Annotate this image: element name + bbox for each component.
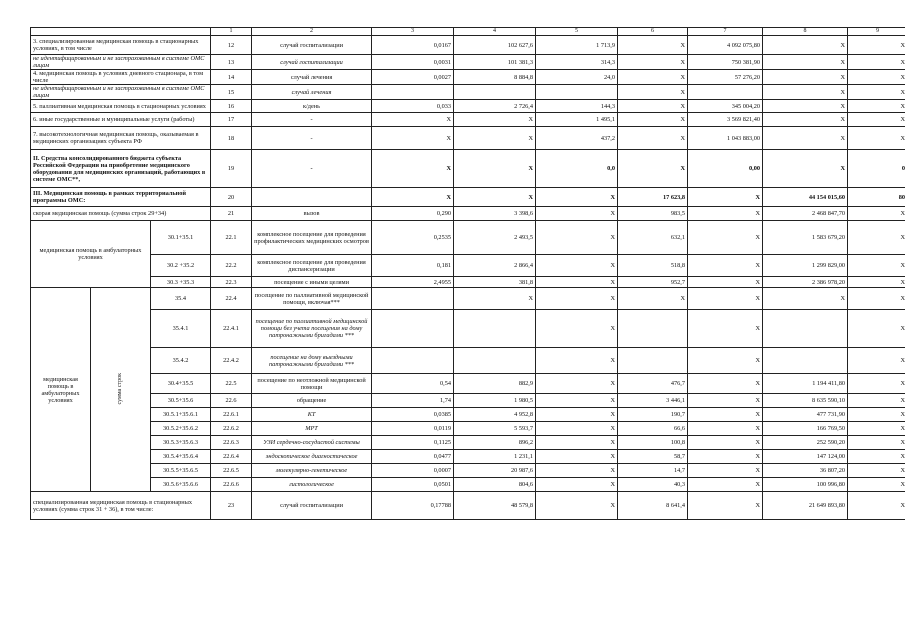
value-cell: X <box>536 374 618 394</box>
sum-rows-cell: 30.5.3+35.6.3 <box>151 436 211 450</box>
unit-cell: комплексное посещение для проведения диспансеризации <box>252 255 372 277</box>
table-row <box>31 255 905 277</box>
value-cell: 0,033 <box>372 100 454 113</box>
value-cell: X <box>848 436 905 450</box>
sum-rows-cell: 30.5.1+35.6.1 <box>151 408 211 422</box>
value-cell: 44 154 015,60 <box>763 188 848 207</box>
value-cell: X <box>688 408 763 422</box>
table-row <box>31 85 905 100</box>
row-number-cell: 14 <box>211 70 252 85</box>
table-row <box>31 150 905 188</box>
value-cell: 40,3 <box>618 478 688 492</box>
value-cell: X <box>763 36 848 55</box>
unit-cell: случай госпитализации <box>252 36 372 55</box>
value-cell: X <box>688 464 763 478</box>
value-cell: X <box>454 188 536 207</box>
value-cell: X <box>618 113 688 127</box>
value-cell <box>618 310 688 348</box>
table-row <box>31 394 905 408</box>
row-number-cell: 22.1 <box>211 221 252 255</box>
value-cell: 0,2535 <box>372 221 454 255</box>
value-cell: 8 635 590,10 <box>763 394 848 408</box>
value-cell: 14,7 <box>618 464 688 478</box>
value-cell: 36 807,20 <box>763 464 848 478</box>
value-cell: X <box>536 255 618 277</box>
table-row <box>31 113 905 127</box>
unit-cell: случай госпитализации <box>252 492 372 520</box>
value-cell: 1 299 829,00 <box>763 255 848 277</box>
column-number-5: 5 <box>536 28 618 36</box>
row-number-cell: 22.6.4 <box>211 450 252 464</box>
value-cell: X <box>618 70 688 85</box>
value-cell: X <box>848 36 905 55</box>
row-name-cell: 3. специализированная медицинская помощь в стационарных условиях, в том числе <box>31 36 211 55</box>
value-cell: 437,2 <box>536 127 618 150</box>
value-cell: X <box>848 100 905 113</box>
value-cell: 0,17788 <box>372 492 454 520</box>
sum-rows-cell: 30.5.4+35.6.4 <box>151 450 211 464</box>
financing-table <box>30 27 905 520</box>
value-cell <box>763 310 848 348</box>
vertical-label-cell <box>91 288 151 492</box>
value-cell: 1 713,9 <box>536 36 618 55</box>
value-cell: 882,9 <box>454 374 536 394</box>
column-number-6: 6 <box>618 28 688 36</box>
row-number-cell: 22.4 <box>211 288 252 310</box>
table-row <box>31 207 905 221</box>
row-number-cell: 21 <box>211 207 252 221</box>
value-cell: 147 124,00 <box>763 450 848 464</box>
value-cell: 0,0385 <box>372 408 454 422</box>
value-cell: 345 004,20 <box>688 100 763 113</box>
column-number-4: 4 <box>454 28 536 36</box>
value-cell: X <box>688 348 763 374</box>
value-cell: 952,7 <box>618 277 688 288</box>
value-cell: X <box>848 422 905 436</box>
value-cell: X <box>618 85 688 100</box>
row-name-cell: не идентифицированным и не застрахованным в системе ОМС лицам <box>31 85 211 100</box>
row-number-cell: 20 <box>211 188 252 207</box>
value-cell: 17 623,8 <box>618 188 688 207</box>
value-cell: 24,0 <box>536 70 618 85</box>
unit-cell: УЗИ сердечно-сосудистой системы <box>252 436 372 450</box>
column-number-3: 3 <box>372 28 454 36</box>
unit-cell: посещение по неотложной медицинской помощи <box>252 374 372 394</box>
value-cell <box>454 85 536 100</box>
value-cell: 0,181 <box>372 255 454 277</box>
value-cell: 476,7 <box>618 374 688 394</box>
value-cell: X <box>688 422 763 436</box>
row-number-cell: 22.5 <box>211 374 252 394</box>
value-cell: X <box>688 450 763 464</box>
value-cell: 314,3 <box>536 55 618 70</box>
value-cell: 252 590,20 <box>763 436 848 450</box>
value-cell: 983,5 <box>618 207 688 221</box>
value-cell: X <box>536 394 618 408</box>
value-cell <box>372 348 454 374</box>
value-cell: 1 231,1 <box>454 450 536 464</box>
row-number-cell: 19 <box>211 150 252 188</box>
value-cell: 0,0031 <box>372 55 454 70</box>
value-cell: 0,0027 <box>372 70 454 85</box>
table-row <box>31 70 905 85</box>
value-cell: X <box>536 221 618 255</box>
table-row <box>31 422 905 436</box>
value-cell: 1 043 883,00 <box>688 127 763 150</box>
sum-rows-cell: 30.4+35.5 <box>151 374 211 394</box>
value-cell: 518,8 <box>618 255 688 277</box>
value-cell: 3 398,6 <box>454 207 536 221</box>
value-cell: X <box>454 150 536 188</box>
value-cell: X <box>688 394 763 408</box>
value-cell: X <box>536 310 618 348</box>
value-cell: 102 627,6 <box>454 36 536 55</box>
value-cell: X <box>536 288 618 310</box>
value-cell: 48 579,8 <box>454 492 536 520</box>
value-cell: 632,1 <box>618 221 688 255</box>
value-cell: X <box>618 288 688 310</box>
column-number-row <box>31 28 905 36</box>
unit-cell: - <box>252 127 372 150</box>
table-row <box>31 436 905 450</box>
value-cell <box>536 85 618 100</box>
value-cell: 100 996,80 <box>763 478 848 492</box>
unit-cell: посещение на дому выездными патронажными бригадами *** <box>252 348 372 374</box>
value-cell: X <box>454 113 536 127</box>
value-cell <box>372 288 454 310</box>
value-cell: 804,6 <box>454 478 536 492</box>
table-row <box>31 288 905 310</box>
value-cell: X <box>848 464 905 478</box>
value-cell: X <box>763 113 848 127</box>
value-cell: X <box>536 492 618 520</box>
row-number-cell: 23 <box>211 492 252 520</box>
value-cell: X <box>848 113 905 127</box>
value-cell <box>454 310 536 348</box>
table-row <box>31 450 905 464</box>
row-name-cell: III. Медицинская помощь в рамках территориальной программы ОМС: <box>31 188 211 207</box>
value-cell: X <box>688 207 763 221</box>
table-row <box>31 36 905 55</box>
row-name-cell: II. Средства консолидированного бюджета субъекта Российской Федерации на приобретение медицинского оборудования для медицинских организаций, работающих в системе ОМС**, <box>31 150 211 188</box>
table-row <box>31 310 905 348</box>
sum-rows-cell: 30.2 +35.2 <box>151 255 211 277</box>
value-cell: X <box>848 348 905 374</box>
value-cell: 1 495,1 <box>536 113 618 127</box>
value-cell: X <box>536 188 618 207</box>
unit-cell: молекулярно-генетическое <box>252 464 372 478</box>
value-cell: X <box>848 207 905 221</box>
column-number-1: 1 <box>211 28 252 36</box>
vertical-label: сумма строк <box>117 372 123 405</box>
value-cell: 144,3 <box>536 100 618 113</box>
value-cell: 66,6 <box>618 422 688 436</box>
unit-cell <box>252 188 372 207</box>
value-cell: 896,2 <box>454 436 536 450</box>
value-cell: X <box>454 288 536 310</box>
unit-cell: посещение по паллиативной медицинской помощи, включая*** <box>252 288 372 310</box>
sum-rows-cell: 30.5.5+35.6.5 <box>151 464 211 478</box>
value-cell: X <box>618 100 688 113</box>
value-cell: X <box>848 221 905 255</box>
value-cell: 3 446,1 <box>618 394 688 408</box>
value-cell: X <box>848 450 905 464</box>
value-cell: 0,0007 <box>372 464 454 478</box>
value-cell: 5 593,7 <box>454 422 536 436</box>
row-name-cell: скорая медицинская помощь (сумма строк 29+34) <box>31 207 211 221</box>
row-number-cell: 16 <box>211 100 252 113</box>
value-cell: 0,0 <box>536 150 618 188</box>
value-cell: 0,1125 <box>372 436 454 450</box>
row-name-cell: 7. высокотехнологичная медицинская помощь, оказываемая в медицинских организациях субъекта РФ <box>31 127 211 150</box>
value-cell <box>618 348 688 374</box>
value-cell: X <box>763 127 848 150</box>
row-number-cell: 22.6.3 <box>211 436 252 450</box>
value-cell: X <box>763 100 848 113</box>
value-cell: X <box>848 277 905 288</box>
value-cell: 2 726,4 <box>454 100 536 113</box>
table-row <box>31 478 905 492</box>
value-cell: X <box>688 221 763 255</box>
value-cell: X <box>848 374 905 394</box>
value-cell: X <box>848 70 905 85</box>
value-cell: X <box>372 113 454 127</box>
value-cell: 477 731,90 <box>763 408 848 422</box>
value-cell: 57 276,20 <box>688 70 763 85</box>
value-cell: X <box>848 55 905 70</box>
unit-cell: случай лечения <box>252 85 372 100</box>
value-cell: X <box>536 478 618 492</box>
table-row <box>31 221 905 255</box>
row-name-cell: 4. медицинская помощь в условиях дневного стационара, в том числе <box>31 70 211 85</box>
value-cell: X <box>688 374 763 394</box>
group-label-cell: медицинская помощь в амбулаторных условиях <box>31 288 91 492</box>
value-cell: X <box>848 408 905 422</box>
unit-cell: - <box>252 150 372 188</box>
value-cell <box>454 348 536 374</box>
row-number-cell: 15 <box>211 85 252 100</box>
unit-cell: КТ <box>252 408 372 422</box>
value-cell <box>372 85 454 100</box>
row-number-cell: 17 <box>211 113 252 127</box>
row-number-cell: 22.6.2 <box>211 422 252 436</box>
value-cell: X <box>688 255 763 277</box>
value-cell: X <box>848 255 905 277</box>
value-cell: 1,74 <box>372 394 454 408</box>
value-cell: 2,4955 <box>372 277 454 288</box>
value-cell: X <box>536 277 618 288</box>
value-cell: X <box>372 150 454 188</box>
unit-cell: посещение по паллиативной медицинской помощи без учета посещения на дому патронажными бригадами *** <box>252 310 372 348</box>
value-cell: X <box>688 277 763 288</box>
value-cell: X <box>848 394 905 408</box>
sum-rows-cell: 35.4.1 <box>151 310 211 348</box>
value-cell: X <box>688 492 763 520</box>
value-cell: X <box>848 492 905 520</box>
value-cell: X <box>618 55 688 70</box>
row-number-cell: 22.6 <box>211 394 252 408</box>
row-number-cell: 18 <box>211 127 252 150</box>
value-cell <box>763 348 848 374</box>
unit-cell: - <box>252 113 372 127</box>
value-cell: X <box>372 127 454 150</box>
table-row <box>31 408 905 422</box>
value-cell: 1 194 411,80 <box>763 374 848 394</box>
row-number-cell: 12 <box>211 36 252 55</box>
table-row <box>31 348 905 374</box>
value-cell: 2 866,4 <box>454 255 536 277</box>
value-cell: 381,8 <box>454 277 536 288</box>
value-cell: 166 769,50 <box>763 422 848 436</box>
value-cell: X <box>763 85 848 100</box>
column-number-2: 2 <box>252 28 372 36</box>
value-cell: 0,290 <box>372 207 454 221</box>
table-row <box>31 55 905 70</box>
value-cell: 0,0167 <box>372 36 454 55</box>
row-number-cell: 22.2 <box>211 255 252 277</box>
value-cell: 20 987,6 <box>454 464 536 478</box>
value-cell: X <box>536 207 618 221</box>
value-cell: X <box>763 288 848 310</box>
value-cell: 750 381,90 <box>688 55 763 70</box>
value-cell: 4 952,8 <box>454 408 536 422</box>
value-cell: X <box>688 478 763 492</box>
value-cell: X <box>454 127 536 150</box>
value-cell: 0,0501 <box>372 478 454 492</box>
value-cell: X <box>372 188 454 207</box>
value-cell: X <box>618 127 688 150</box>
value-cell: 190,7 <box>618 408 688 422</box>
column-number-8: 8 <box>763 28 848 36</box>
value-cell: 0,54 <box>372 374 454 394</box>
value-cell: X <box>848 310 905 348</box>
value-cell: X <box>763 70 848 85</box>
value-cell: 2 493,5 <box>454 221 536 255</box>
value-cell: 4 092 075,80 <box>688 36 763 55</box>
value-cell: 1 980,5 <box>454 394 536 408</box>
row-name-cell: 6. иные государственные и муниципальные услуги (работы) <box>31 113 211 127</box>
unit-cell: обращение <box>252 394 372 408</box>
sum-rows-cell: 30.3 +35.3 <box>151 277 211 288</box>
table-row <box>31 188 905 207</box>
unit-cell: МРТ <box>252 422 372 436</box>
value-cell: X <box>536 436 618 450</box>
value-cell: 0,0477 <box>372 450 454 464</box>
value-cell: X <box>848 85 905 100</box>
column-number-7: 7 <box>688 28 763 36</box>
value-cell: 100,8 <box>618 436 688 450</box>
value-cell: 101 381,3 <box>454 55 536 70</box>
group-label-cell: медицинская помощь в амбулаторных условиях <box>31 221 151 288</box>
value-cell: 1 583 679,20 <box>763 221 848 255</box>
row-number-cell: 22.6.5 <box>211 464 252 478</box>
unit-cell: гистологическое <box>252 478 372 492</box>
value-cell: 8 641,4 <box>618 492 688 520</box>
value-cell: X <box>848 478 905 492</box>
table-row <box>31 492 905 520</box>
row-name-cell: специализированная медицинская помощь в стационарных условиях (сумма строк 31 + 36), в том числе: <box>31 492 211 520</box>
value-cell: 21 649 893,80 <box>763 492 848 520</box>
value-cell: X <box>848 288 905 310</box>
value-cell: X <box>536 348 618 374</box>
value-cell: X <box>688 288 763 310</box>
value-cell: 58,7 <box>618 450 688 464</box>
value-cell: 0 <box>848 150 905 188</box>
value-cell: X <box>688 310 763 348</box>
value-cell: 80 <box>848 188 905 207</box>
value-cell: X <box>763 55 848 70</box>
row-number-cell: 22.4.2 <box>211 348 252 374</box>
unit-cell: комплексное посещение для проведения профилактических медицинских осмотров <box>252 221 372 255</box>
value-cell: X <box>848 127 905 150</box>
row-number-cell: 13 <box>211 55 252 70</box>
value-cell: X <box>688 188 763 207</box>
sum-rows-cell: 30.1+35.1 <box>151 221 211 255</box>
value-cell: X <box>536 422 618 436</box>
value-cell: 8 884,8 <box>454 70 536 85</box>
unit-cell: случай лечения <box>252 70 372 85</box>
row-name-cell: не идентифицированным и не застрахованным в системе ОМС лицам <box>31 55 211 70</box>
unit-cell: эндоскопическое диагностическое <box>252 450 372 464</box>
row-name-cell: 5. паллиативная медицинская помощь в стационарных условиях <box>31 100 211 113</box>
value-cell: 0,00 <box>688 150 763 188</box>
table-row <box>31 374 905 394</box>
sum-rows-cell: 35.4.2 <box>151 348 211 374</box>
table-row <box>31 127 905 150</box>
value-cell: X <box>763 150 848 188</box>
value-cell: X <box>688 436 763 450</box>
value-cell <box>372 310 454 348</box>
value-cell: X <box>618 36 688 55</box>
table-row <box>31 464 905 478</box>
sum-rows-cell: 30.5.6+35.6.6 <box>151 478 211 492</box>
column-number-9: 9 <box>848 28 905 36</box>
value-cell: X <box>536 464 618 478</box>
value-cell: 2 468 847,70 <box>763 207 848 221</box>
value-cell: 2 386 978,20 <box>763 277 848 288</box>
value-cell <box>688 85 763 100</box>
sum-rows-cell: 30.5.2+35.6.2 <box>151 422 211 436</box>
table-row <box>31 277 905 288</box>
unit-cell: к/день <box>252 100 372 113</box>
unit-cell: вызов <box>252 207 372 221</box>
unit-cell: случай госпитализации <box>252 55 372 70</box>
table-row <box>31 100 905 113</box>
row-number-cell: 22.3 <box>211 277 252 288</box>
row-number-cell: 22.6.1 <box>211 408 252 422</box>
value-cell: X <box>618 150 688 188</box>
header-blank-cell <box>31 28 211 36</box>
row-number-cell: 22.4.1 <box>211 310 252 348</box>
value-cell: 0,0119 <box>372 422 454 436</box>
row-number-cell: 22.6.6 <box>211 478 252 492</box>
value-cell: X <box>536 408 618 422</box>
unit-cell: посещение с иными целями <box>252 277 372 288</box>
sum-rows-cell: 30.5+35.6 <box>151 394 211 408</box>
value-cell: X <box>536 450 618 464</box>
value-cell: 3 569 821,40 <box>688 113 763 127</box>
sum-rows-cell: 35.4 <box>151 288 211 310</box>
